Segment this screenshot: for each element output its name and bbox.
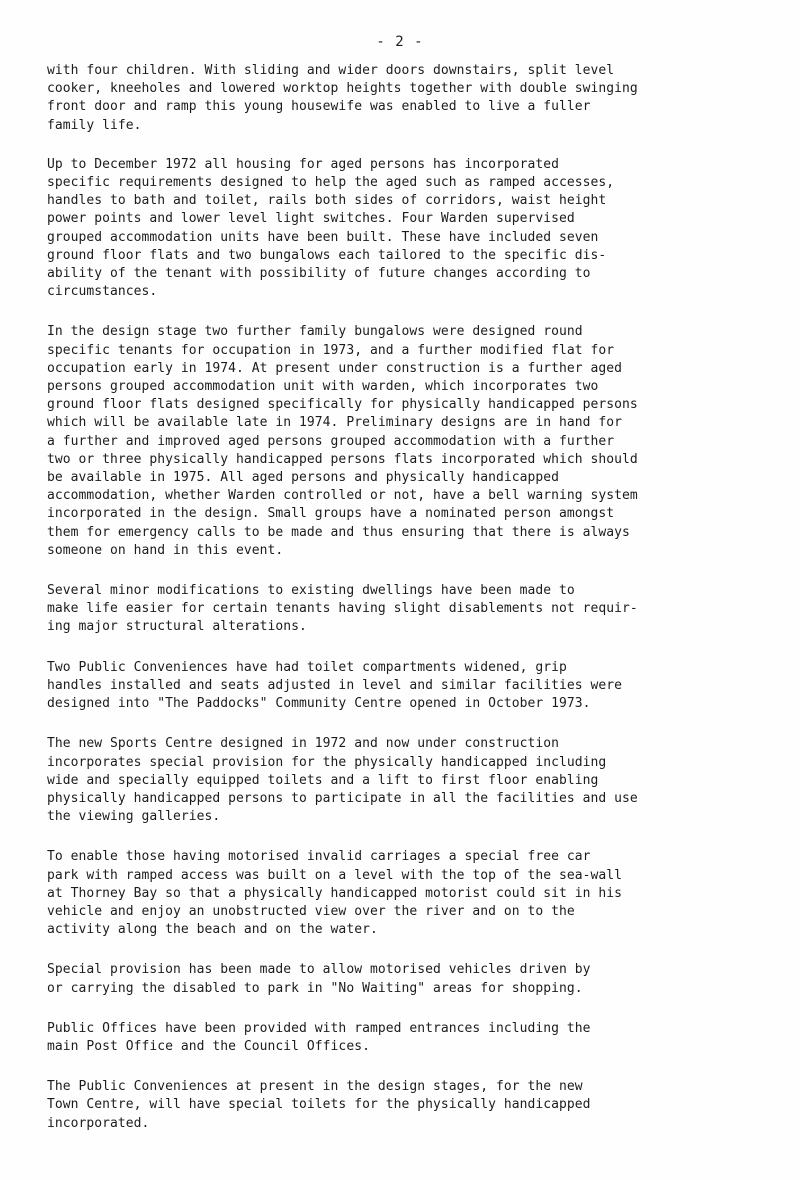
text-line: Special provision has been made to allow motorised vehicles driven by (47, 962, 591, 978)
paragraph-car-park (47, 848, 747, 939)
text-line: power points and lower level light switches. Four Warden supervised (47, 211, 575, 227)
text-line: Two Public Conveniences have had toilet compartments widened, grip (47, 659, 567, 675)
paragraph-design-stage (47, 323, 747, 560)
text-line: handles to bath and toilet, rails both sides of corridors, waist height (47, 193, 607, 209)
text-line: make life easier for certain tenants having slight disablements not requir- (47, 601, 638, 617)
text-line: two or three physically handicapped persons flats incorporated which should (47, 451, 638, 467)
text-line: main Post Office and the Council Offices. (47, 1038, 370, 1054)
text-line: park with ramped access was built on a level with the top of the sea-wall (47, 867, 622, 883)
paragraph-aged-housing (47, 156, 747, 302)
text-line: persons grouped accommodation unit with warden, which incorporates two (47, 379, 599, 395)
text-line: activity along the beach and on the water. (47, 922, 378, 938)
paragraph-family-life (47, 62, 747, 135)
document-body (47, 62, 747, 1155)
paragraph-public-conveniences (47, 659, 747, 714)
text-line: occupation early in 1974. At present under construction is a further aged (47, 360, 622, 376)
text-line: The new Sports Centre designed in 1972 and now under construction (47, 736, 559, 752)
text-line: which will be available late in 1974. Preliminary designs are in hand for (47, 415, 622, 431)
text-line: incorporated in the design. Small groups have a nominated person amongst (47, 506, 615, 522)
text-line: with four children. With sliding and wider doors downstairs, split level (47, 63, 615, 78)
text-line: Up to December 1972 all housing for aged persons has incorporated (47, 156, 559, 172)
text-line: handles installed and seats adjusted in level and similar facilities were (47, 677, 622, 693)
text-line: circumstances. (47, 284, 158, 300)
text-line: ability of the tenant with possibility of future changes according to (47, 266, 591, 282)
text-line: family life. (47, 117, 142, 133)
text-line: Public Offices have been provided with ramped entrances including the (47, 1020, 591, 1036)
text-line: cooker, kneeholes and lowered worktop heights together with double swinging (47, 81, 638, 97)
text-line: designed into "The Paddocks" Community Centre opened in October 1973. (47, 696, 591, 712)
text-line: them for emergency calls to be made and thus ensuring that there is always (47, 524, 630, 540)
paragraph-town-centre (47, 1078, 747, 1133)
text-line: vehicle and enjoy an unobstructed view over the river and on to the (47, 903, 575, 919)
page-number: - 2 - (376, 34, 424, 50)
paragraph-sports-centre (47, 735, 747, 826)
text-line: physically handicapped persons to participate in all the facilities and use (47, 790, 638, 806)
text-line: ing major structural alterations. (47, 619, 307, 635)
text-line: front door and ramp this young housewife was enabled to live a fuller (47, 99, 591, 115)
text-line: at Thorney Bay so that a physically handicapped motorist could sit in his (47, 885, 622, 901)
text-line: The Public Conveniences at present in the design stages, for the new (47, 1079, 583, 1095)
text-line: incorporated. (47, 1115, 150, 1131)
paragraph-public-offices (47, 1020, 747, 1056)
text-line: specific tenants for occupation in 1973, and a further modified flat for (47, 342, 615, 358)
text-line: accommodation, whether Warden controlled or not, have a bell warning system (47, 488, 638, 504)
text-line: a further and improved aged persons grouped accommodation with a further (47, 433, 615, 449)
text-line: grouped accommodation units have been built. These have included seven (47, 229, 599, 245)
text-line: ground floor flats and two bungalows each tailored to the specific dis- (47, 247, 607, 263)
text-line: To enable those having motorised invalid carriages a special free car (47, 849, 591, 865)
text-line: specific requirements designed to help the aged such as ramped accesses, (47, 175, 615, 191)
paragraph-parking-provision (47, 961, 747, 997)
text-line: ground floor flats designed specifically for physically handicapped persons (47, 397, 638, 413)
text-line: the viewing galleries. (47, 809, 221, 825)
text-line: In the design stage two further family bungalows were designed round (47, 324, 583, 340)
text-line: Several minor modifications to existing dwellings have been made to (47, 583, 575, 599)
text-line: someone on hand in this event. (47, 542, 284, 558)
text-line: or carrying the disabled to park in "No Waiting" areas for shopping. (47, 980, 583, 996)
text-line: be available in 1975. All aged persons and physically handicapped (47, 470, 559, 486)
text-line: wide and specially equipped toilets and a lift to first floor enabling (47, 772, 599, 788)
paragraph-minor-modifications (47, 582, 747, 637)
text-line: incorporates special provision for the physically handicapped including (47, 754, 607, 770)
text-line: Town Centre, will have special toilets for the physically handicapped (47, 1097, 591, 1113)
